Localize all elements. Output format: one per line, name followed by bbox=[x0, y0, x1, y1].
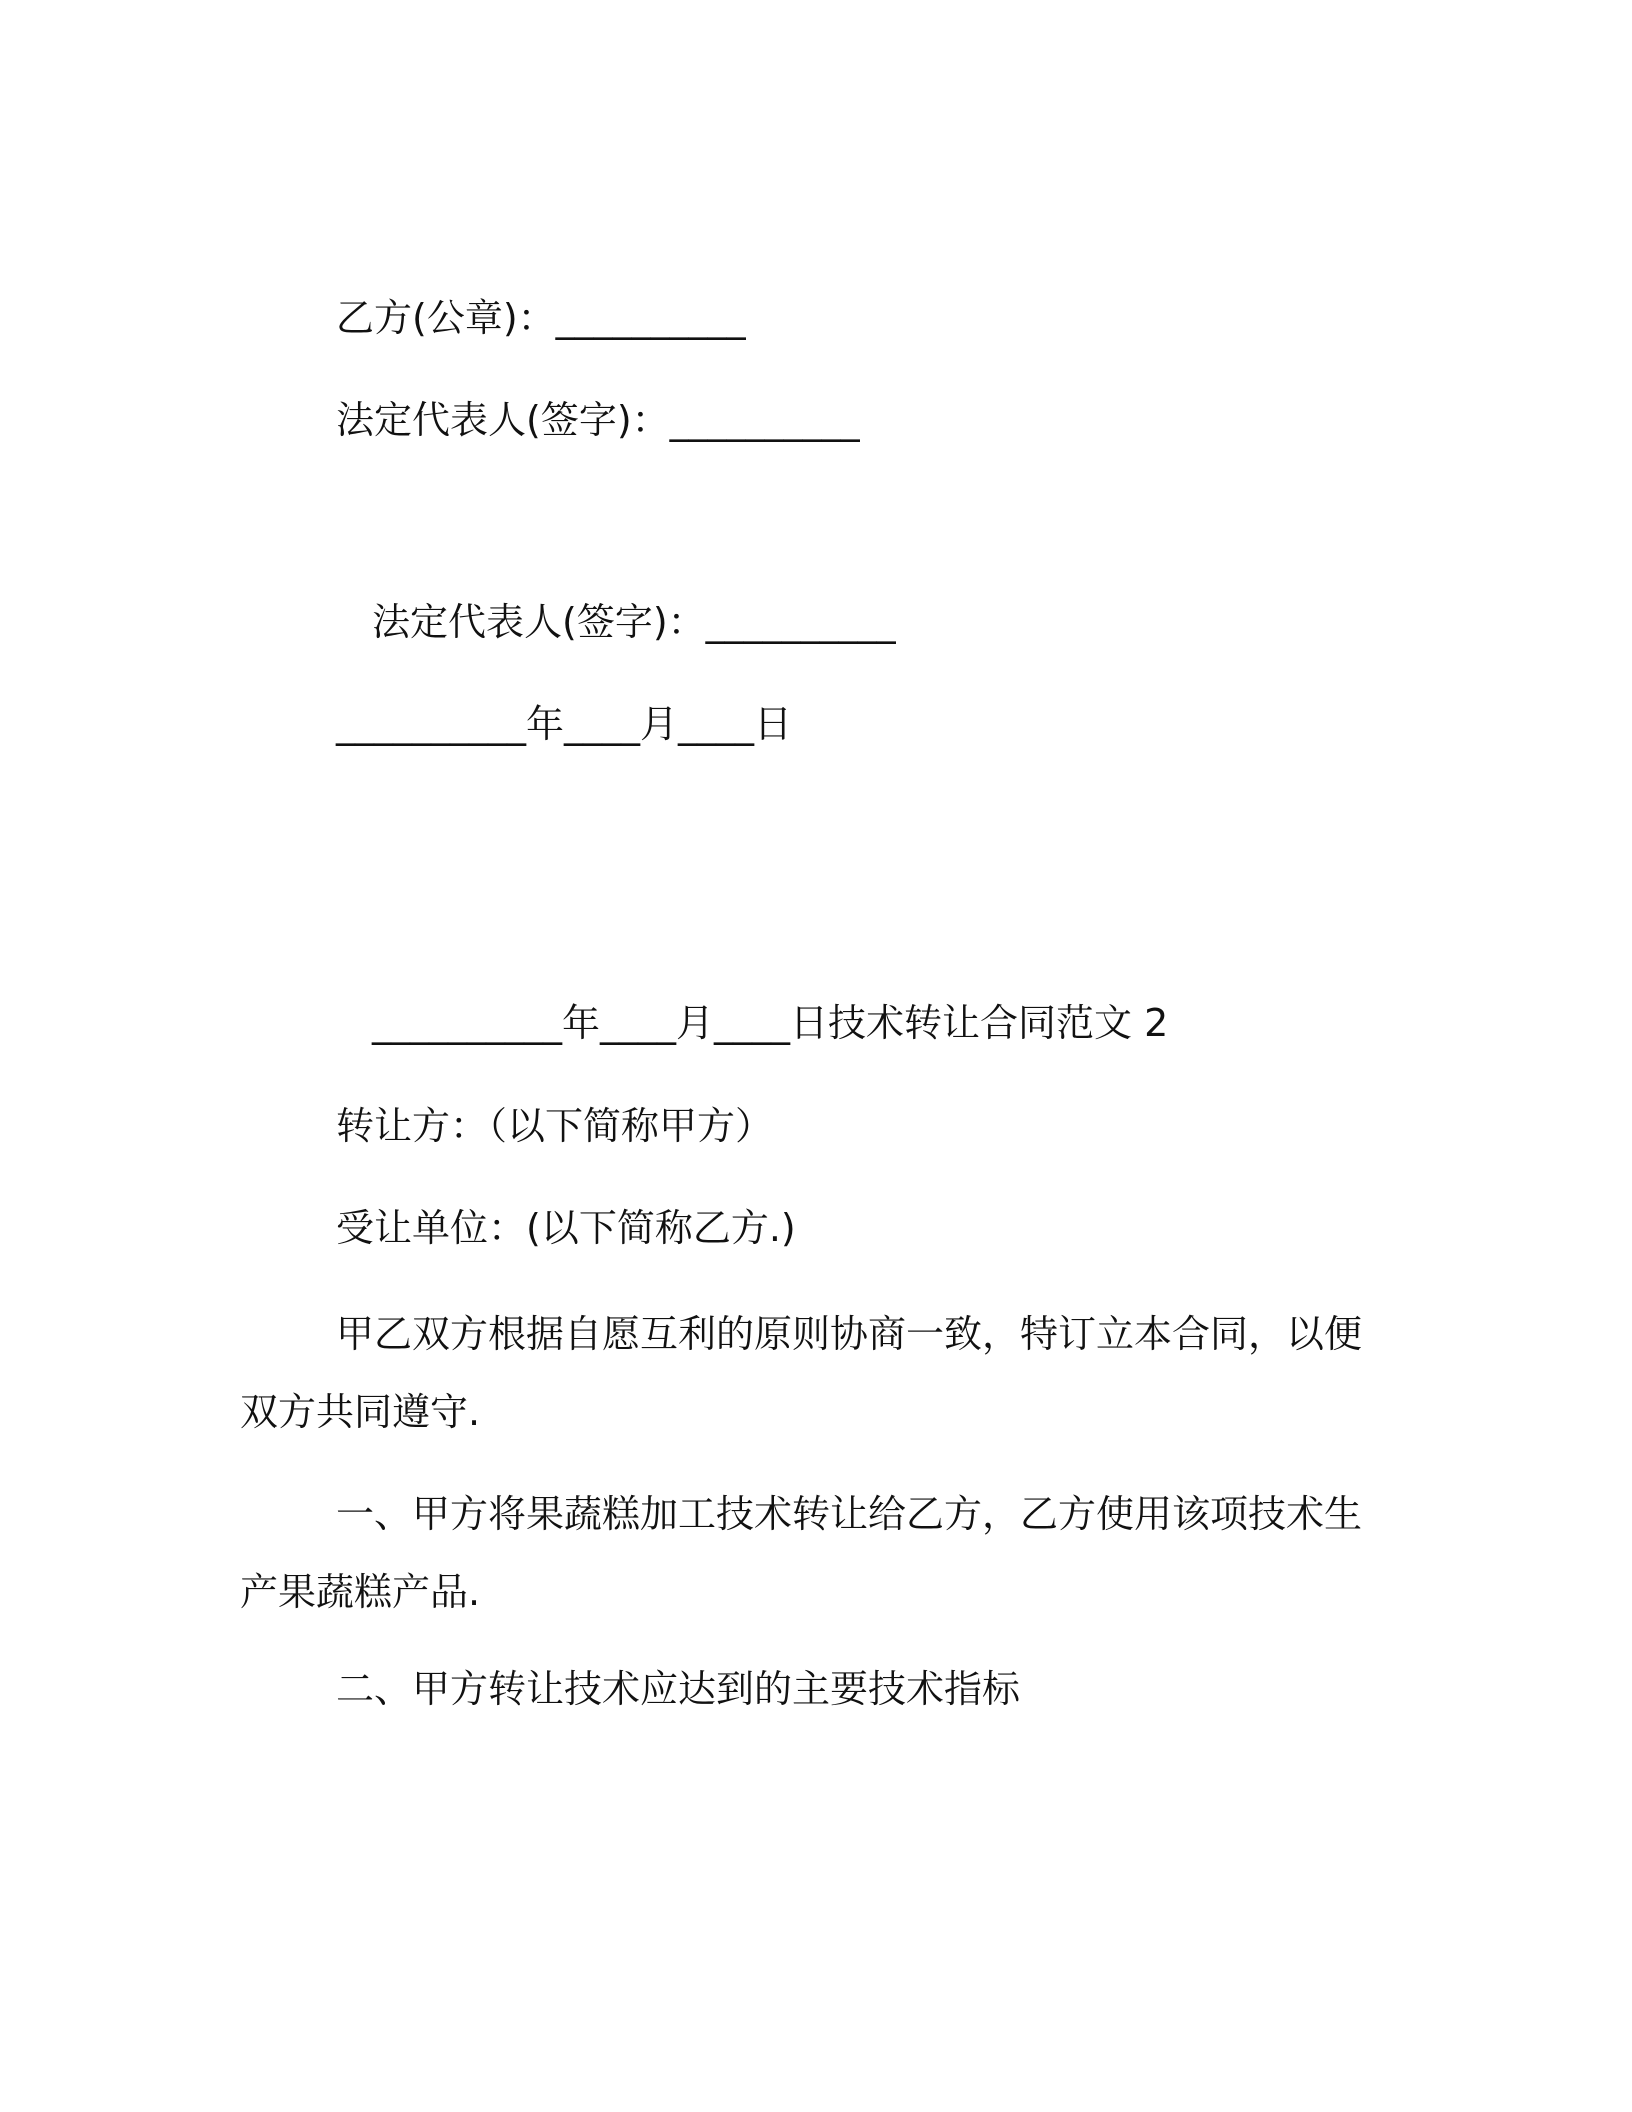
transferor-line: 转让方：（以下简称甲方） bbox=[336, 1104, 774, 1148]
agreement-paragraph: 甲乙双方根据自愿互利的原则协商一致，特订立本合同，以便双方共同遵守. bbox=[240, 1312, 1363, 1434]
clause-1-paragraph: 一、甲方将果蔬糕加工技术转让给乙方，乙方使用该项技术生产果蔬糕产品. bbox=[240, 1492, 1363, 1614]
party-b-seal-line: 乙方(公章)：__________ bbox=[336, 296, 746, 340]
transferee-line: 受让单位：(以下简称乙方.) bbox=[336, 1206, 796, 1250]
date-line: __________年____月____日 bbox=[336, 702, 793, 746]
representative-signature-line: 法定代表人(签字)：__________ bbox=[372, 600, 896, 644]
party-b-representative-line: 法定代表人(签字)：__________ bbox=[336, 398, 860, 442]
clause-2-heading: 二、甲方转让技术应达到的主要技术指标 bbox=[336, 1667, 1021, 1711]
contract-title: __________年____月____日技术转让合同范文 2 bbox=[372, 1001, 1169, 1045]
